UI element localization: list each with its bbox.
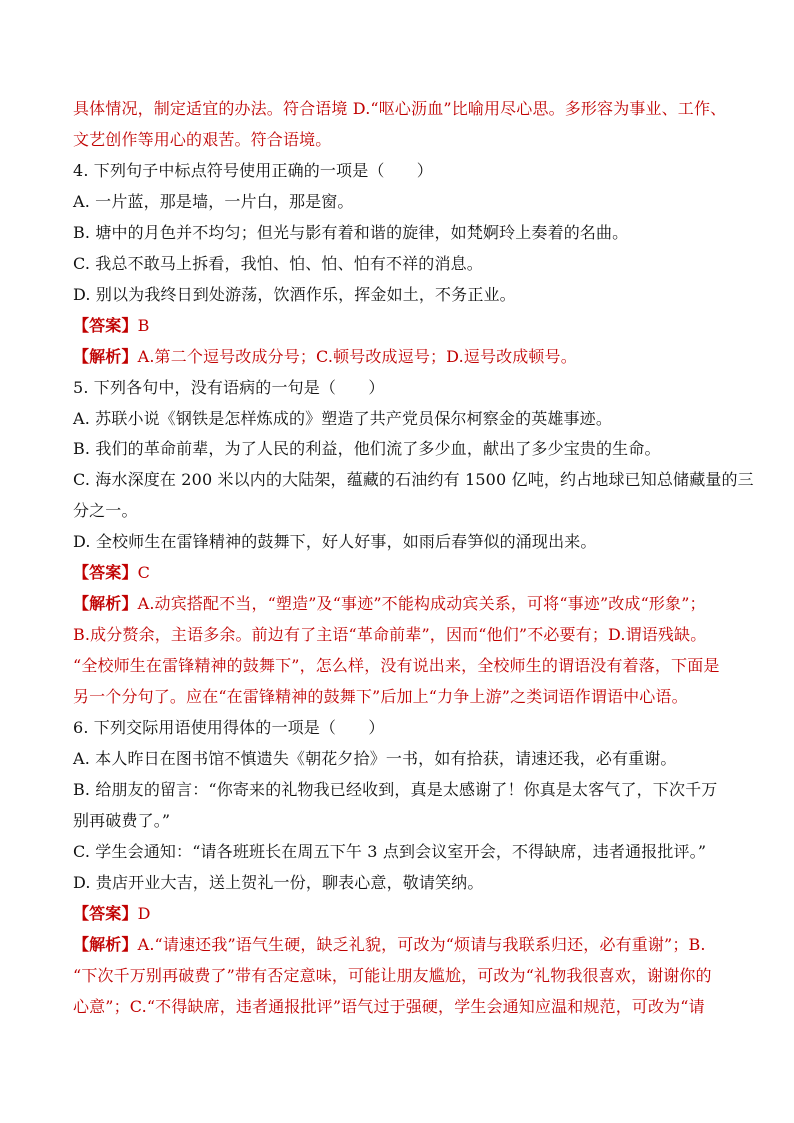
question-text: C. 我总不敢马上拆看，我怕、怕、怕、怕有不祥的消息。 — [73, 254, 483, 273]
answer-text: 文艺创作等用心的艰苦。符合语境。 — [73, 130, 332, 149]
section-tag: 【答案】 — [73, 904, 138, 923]
answer-text: 具体情况，制定适宜的办法。符合语境 D.“呕心沥血”比喻用尽心思。多形容为事业、工作、 — [73, 99, 727, 118]
answer-text: C — [137, 563, 151, 582]
answer-text: A.动宾搭配不当，“塑造”及“事迹”不能构成动宾关系，可将“事迹”改成“形象”； — [137, 594, 706, 613]
text-line — [73, 438, 661, 460]
text-line — [73, 686, 688, 708]
question-text: 4. 下列句子中标点符号使用正确的一项是（ ） — [73, 161, 433, 180]
question-text: C. 海水深度在 200 米以内的大陆架，蕴藏的石油约有 1500 亿吨，约占地球已知总储藏量的三 — [73, 470, 754, 489]
answer-text: “下次千万别再破费了”带有否定意味，可能让朋友尴尬，可改为“礼物我很喜欢，谢谢你的 — [73, 966, 712, 985]
text-line — [73, 593, 706, 615]
text-line — [73, 965, 712, 987]
text-line — [73, 717, 385, 739]
section-tag: 【解析】 — [73, 594, 138, 613]
text-line — [73, 377, 385, 399]
text-line — [73, 160, 433, 182]
text-line — [73, 934, 706, 956]
answer-text: B — [137, 316, 150, 335]
text-line — [73, 655, 720, 677]
text-line — [73, 562, 150, 584]
question-text: 6. 下列交际用语使用得体的一项是（ ） — [73, 718, 385, 737]
text-line — [73, 872, 483, 894]
answer-text: B.成分赘余，主语多余。前边有了主语“革命前辈”，因而“他们”不必要有；D.谓语残缺。 — [73, 625, 707, 644]
section-tag: 【答案】 — [73, 316, 138, 335]
text-line — [73, 903, 151, 925]
question-text: D. 别以为我终日到处游荡，饮酒作乐，挥金如土，不务正业。 — [73, 285, 516, 304]
text-line — [73, 253, 483, 275]
text-line — [73, 191, 354, 213]
question-text: A. 苏联小说《钢铁是怎样炼成的》塑造了共产党员保尔柯察金的英雄事迹。 — [73, 409, 612, 428]
text-line — [73, 98, 726, 120]
text-line — [73, 346, 577, 368]
question-text: A. 本人昨日在图书馆不慎遗失《朝花夕拾》一书，如有拾获，请速还我，必有重谢。 — [73, 749, 677, 768]
text-line — [73, 531, 597, 553]
section-tag: 【解析】 — [73, 347, 138, 366]
text-line — [73, 315, 150, 337]
text-line — [73, 779, 717, 801]
text-line — [73, 284, 516, 306]
text-line — [73, 129, 331, 151]
question-text: D. 全校师生在雷锋精神的鼓舞下，好人好事，如雨后春笋似的涌现出来。 — [73, 532, 597, 551]
question-text: 5. 下列各句中，没有语病的一句是（ ） — [73, 378, 385, 397]
text-line — [73, 500, 138, 522]
question-text: A. 一片蓝，那是墙，一片白，那是窗。 — [73, 192, 354, 211]
question-text: B. 给朋友的留言：“你寄来的礼物我已经收到，真是太感谢了！你真是太客气了，下次千万 — [73, 780, 718, 799]
question-text: D. 贵店开业大吉，送上贺礼一份，聊表心意，敬请笑纳。 — [73, 873, 484, 892]
answer-text: 心意”；C.“不得缺席，违者通报批评”语气过于强硬，学生会通知应温和规范，可改为“请 — [73, 997, 705, 1016]
question-text: B. 我们的革命前辈，为了人民的利益，他们流了多少血，献出了多少宝贵的生命。 — [73, 439, 661, 458]
answer-text: “全校师生在雷锋精神的鼓舞下”，怎么样，没有说出来，全校师生的谓语没有着落，下面是 — [73, 656, 720, 675]
text-line — [73, 222, 628, 244]
text-line — [73, 810, 170, 832]
text-line — [73, 469, 754, 491]
text-line — [73, 996, 705, 1018]
answer-text: 另一个分句了。应在“在雷锋精神的鼓舞下”后加上“力争上游”之类词语作谓语中心语。 — [73, 687, 688, 706]
text-line — [73, 624, 706, 646]
question-text: 别再破费了。” — [73, 811, 171, 830]
answer-text: A.“请速还我”语气生硬，缺乏礼貌，可改为“烦请与我联系归还，必有重谢”；B. — [137, 935, 706, 954]
question-text: C. 学生会通知：“请各班班长在周五下午 3 点到会议室开会，不得缺席，违者通报批评。” — [73, 842, 707, 861]
question-text: B. 塘中的月色并不均匀；但光与影有着和谐的旋律，如梵婀玲上奏着的名曲。 — [73, 223, 629, 242]
section-tag: 【答案】 — [73, 563, 138, 582]
text-line — [73, 748, 677, 770]
answer-text: A.第二个逗号改成分号；C.顿号改成逗号；D.逗号改成顿号。 — [137, 347, 577, 366]
text-line — [73, 841, 706, 863]
answer-text: D — [137, 904, 151, 923]
section-tag: 【解析】 — [73, 935, 138, 954]
text-line — [73, 408, 612, 430]
question-text: 分之一。 — [73, 501, 138, 520]
